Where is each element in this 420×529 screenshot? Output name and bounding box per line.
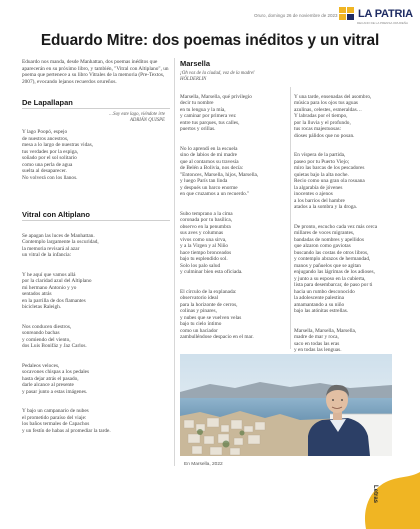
photo-caption: En Marsella, 2022 — [184, 462, 223, 467]
poem3-stanza: El círculo de la explanada: observatorio ideal para la horizonte de cerros, colinas y pinares, y nubes que se vuelven velas bajo tu cielo íntimo como un haciador zambulléndose despacio en el mar. — [180, 288, 254, 340]
page-tab-icon — [356, 468, 420, 529]
poem3-column1 — [180, 87, 288, 354]
poem2-stanza: Y he aquí que vamos allá por la claridad azul del Altiplano mi hermano Antonio y yo sentados atrás en la parrilla de dos flamantes bicicletas Raleigh. — [22, 271, 92, 310]
poem2-stanza: Pedaleos veloces, socavones chispas a los pedales hasta dejar atrás el pasado, darle alcance al presente y pasar junto a estas imágenes. — [22, 362, 90, 395]
date-line: Oruro, domingo 26 de noviembre de 2023 — [254, 13, 338, 18]
poem3-stanza: En víspera de la partida, paseo por tu Puerto Viejo; miro las barcas de los pescadores quietas bajo la alta noche. Recio como una gran ola rosuana la algarabía de jóvenes inocentes o ajenos a los barrios del hambre atados a la sombra y la droga. — [294, 152, 365, 210]
poem3-stanza: De pronto, escucho cada vez más cerca millares de voces migrantes, bandadas de nombres y apellidos que alzaron como gaviotas buscando las costas de otros libros, y contemplo abrazos de hermandad, manos y pañuelos que se agitan enjugando las lágrimas de los adioses, y junto a su esposo en la cubierta, lista para desembarcar, de paso por ti hacia un rumbo desconocido la adolescente palestina amamantando a su niño bajo las atónitas estrellas. — [294, 223, 378, 314]
intro-paragraph: Eduardo nos manda, desde Manhattan, dos poemas inéditos que aparecerán en su próximo libro, y también, "Vitral con Altiplano", un poema que pertenece a su libro Vitrales de la memoria (Pre-Textos, 2007), evocando lejanos recuerdos orureños. — [22, 59, 169, 85]
poem1-rule — [22, 108, 170, 109]
poem1-motto: …Soy este lago, viéndote irte ADRIÁN QUISPE — [108, 112, 165, 123]
poem3-column2 — [294, 87, 402, 367]
poem1-text: Y lago Poopó, espejo de nuestros ancestros, mesa a lo largo de nuestras vidas, tus verdades por la espiga, soñado por el sol solitario como una perla de agua suelta al desaparecer. No volverá con los llanos. — [22, 129, 93, 181]
poem3-stanza: Subo temprano a la cima coronada por tu basílica, observo en la penumbra sus aves y columnas vivos como una sirva, y a la Virgen y al Niño hace tiempo bronceados bajo tu esplendido sol. Solo los palo salud y culminar bien esta oficiada. — [180, 210, 243, 275]
column-divider — [174, 58, 175, 466]
poem2-rule — [22, 220, 170, 221]
page-number: 3 — [362, 479, 369, 491]
brand-name: LA PATRIA — [358, 8, 413, 20]
headline: Eduardo Mitre: dos poemas inéditos y un vitral — [40, 32, 380, 49]
brand-subtitle: DECANO DE LA PRENSA ORUREÑA — [357, 21, 409, 25]
poem3-title: Marsella — [180, 59, 211, 68]
poem3-motto: ¡Oh voz de la ciudad, voz de la madre! HÖLDERLIN — [180, 71, 255, 82]
poem3-stanza: Marsella, Marsella, qué privilegio decir tu nombre en tu lengua y la mía, y caminar por primera vez entre tus parques, tus calles, puertos y orillas. — [180, 93, 252, 132]
poem2-stanza: Y bajo un campanario de nubes el prometido paraíso del viaje: los baños termales de Capachos y un festín de habas al promediar la tarde. — [22, 408, 111, 434]
brand-mark-icon — [339, 7, 355, 21]
column-divider — [290, 87, 291, 349]
poem2-stanza: Nos conducen diestros, sonreando bachas y comiendo del viento, dos Luis Bonifáz y Jaz Carlos. — [22, 323, 87, 349]
poem3-stanza: Marsella, Marsella, Marsella, madre de mar y roca, saco en todas las eras y en todas las lenguas. — [294, 327, 357, 353]
poem3-stanza: No lo aprendí en la escuela sino de labios de mi madre que al contarnos su travesía de Belén a Bolivia, nos decía: "Entonces, Marsella, hijos, Marsella, y luego París tan linda y después un barco enorme en que cruzamos a un recuerdo." — [180, 145, 259, 197]
poem2-title: Vitral con Altiplano — [22, 210, 90, 219]
section-label: Letras — [372, 485, 378, 504]
poem1-title: De Lapallapan — [22, 98, 73, 107]
marseille-photo-illustration — [180, 354, 392, 456]
poem3-stanza: Y una tarde, ensenadas del asombro, música para los ojos tus aguas azulinas, celestes, esmeraldas… Y labradas por el tiempo, por la lluvia y el profundo, tus rocas majestuosas: dioses pálidos que no posan. — [294, 93, 372, 139]
brand-logo — [339, 7, 413, 21]
poem2-stanza: Se apagan las luces de Manhattan. Contemplo largamente la oscuridad, la memoria revisará al azar un vitral de la infancia: — [22, 232, 99, 258]
poem2-body — [22, 226, 172, 447]
author-photo — [180, 354, 392, 456]
